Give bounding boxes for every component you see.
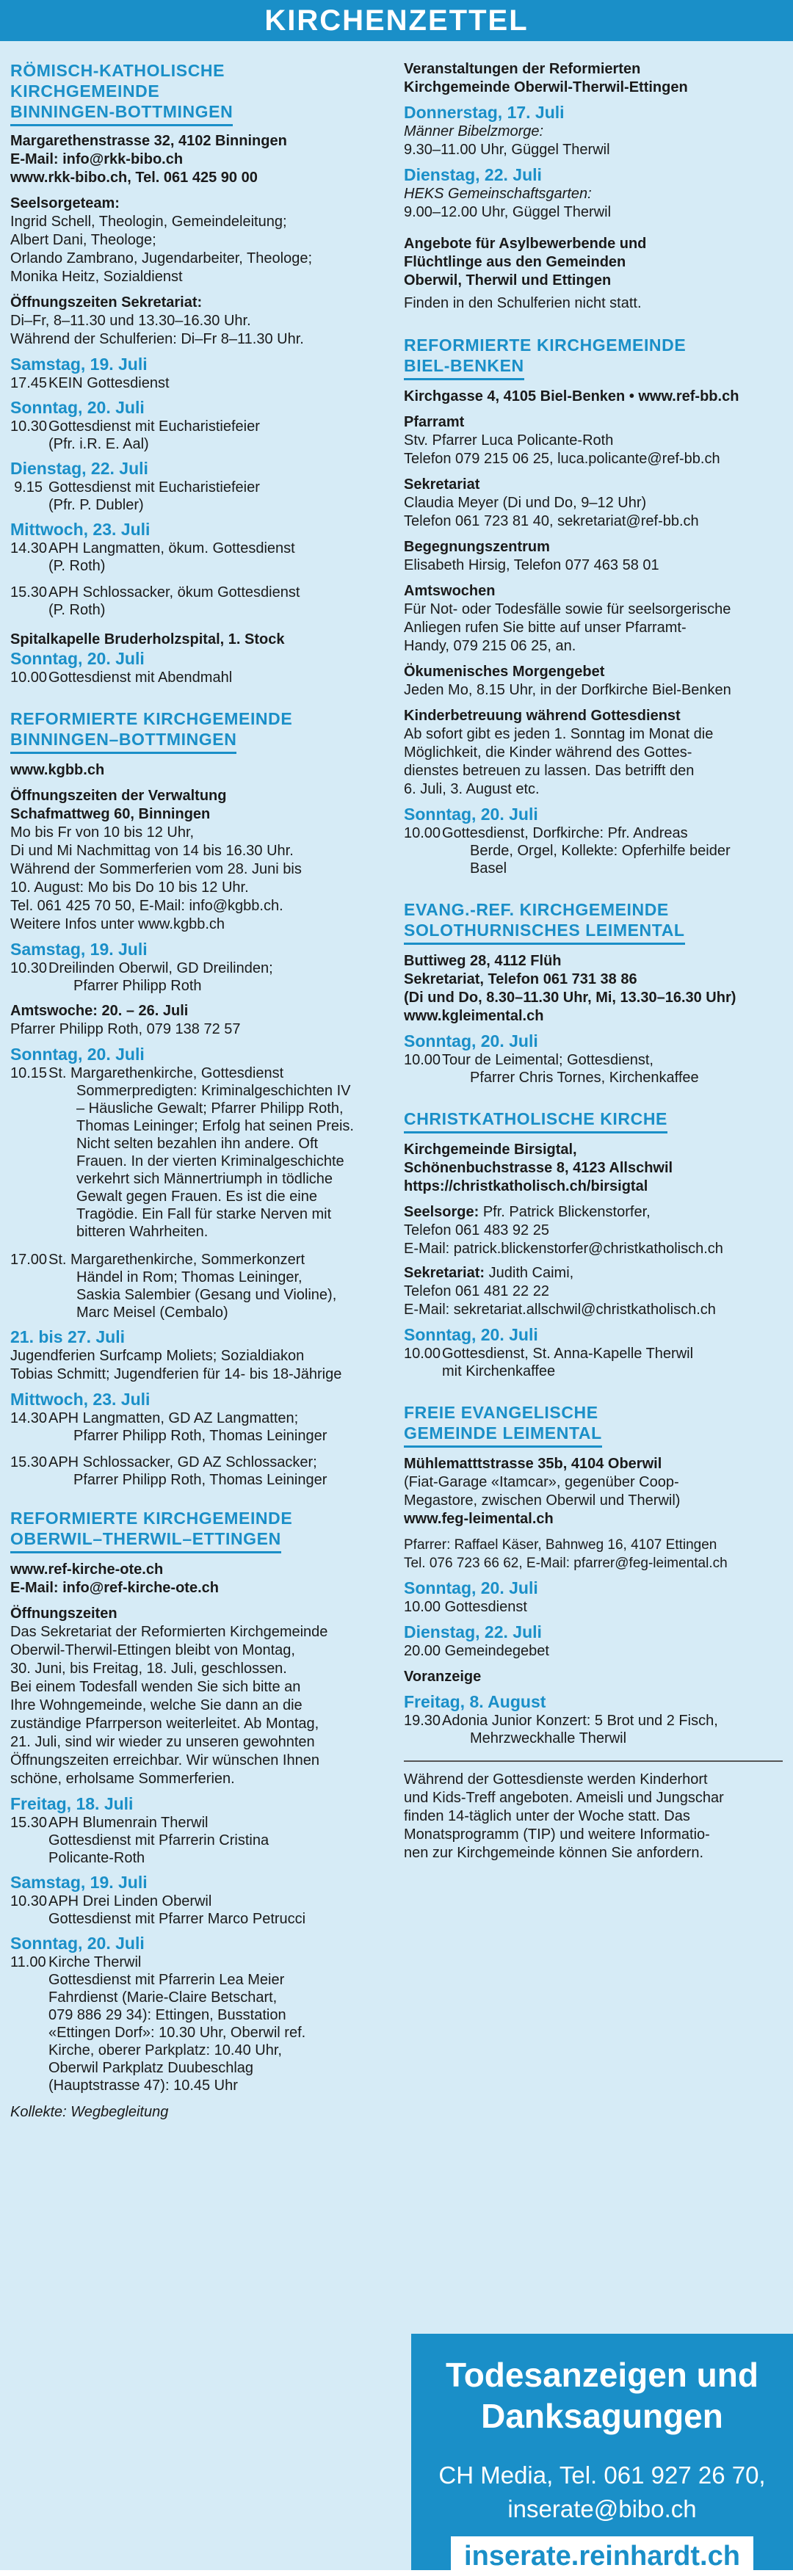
day-heading: Freitag, 18. Juli: [10, 1794, 134, 1813]
ver-thu-text: 9.30–11.00 Uhr, Güggel Therwil: [404, 142, 610, 158]
columns: [0, 41, 793, 2570]
refbb-web: www.kgbb.ch: [10, 762, 105, 778]
feg-web: www.feg-leimental.ch: [404, 1511, 554, 1527]
refbb-admin-label: Öffnungszeiten der Verwaltung Schafmattweg 60, Binningen: [10, 788, 227, 822]
bb-beg-label: Begegnungszentrum: [404, 539, 550, 555]
bb-oek-label: Ökumenisches Morgengebet: [404, 664, 605, 680]
bb-oek: Jeden Mo, 8.15 Uhr, in der Dorfkirche Biel-Benken: [404, 682, 731, 698]
section-title-refbb: REFORMIERTE KIRCHGEMEINDE BINNINGEN–BOTTMINGEN: [10, 708, 372, 754]
event-row: 10.00 Gottesdienst, St. Anna-Kapelle Therwil mit Kirchenkaffee: [404, 1346, 694, 1379]
refbb-amt: Pfarrer Philipp Roth, 079 138 72 57: [10, 1021, 241, 1037]
day-heading: Dienstag, 22. Juli: [404, 1622, 542, 1641]
bb-beg: Elisabeth Hirsig, Telefon 077 463 58 01: [404, 557, 659, 573]
page-title: KIRCHENZETTEL: [0, 0, 793, 41]
event-row: 10.00 Gottesdienst mit Abendmahl: [10, 670, 233, 686]
left-column: [0, 41, 382, 2570]
bb-amt-label: Amtswochen: [404, 583, 496, 599]
ck-sek: Sekretariat: Judith Caimi, Telefon 061 481 22 22 E-Mail: sekretariat.allschwil@christkatholisch.ch: [404, 1265, 716, 1318]
sol-address: Buttiweg 28, 4112 Flüh Sekretariat, Telefon 061 731 38 86 (Di und Do, 8.30–11.30 Uhr, Mi, 13.30–16.30 Uhr) www.kgleimental.ch: [404, 953, 736, 1024]
event-row: 10.00 Gottesdienst, Dorfkirche: Pfr. Andreas Berde, Orgel, Kollekte: Opferhilfe beider Basel: [404, 825, 731, 877]
ad-title: Todesanzeigen und Danksagungen: [446, 2356, 758, 2435]
day-heading: Sonntag, 20. Juli: [10, 398, 145, 417]
day-heading: Dienstag, 22. Juli: [10, 459, 148, 478]
rk-spital-label: Spitalkapelle Bruderholzspital, 1. Stock: [10, 631, 285, 647]
bb-kind-label: Kinderbetreuung während Gottesdienst: [404, 708, 681, 724]
refbb-range-text: Jugendferien Surfcamp Moliets; Sozialdiakon Tobias Schmitt; Jugendferien für 14- bis 18-Jährige: [10, 1348, 342, 1382]
day-heading: Sonntag, 20. Juli: [10, 1045, 145, 1064]
feg-address-bold: Mühlematttstrasse 35b, 4104 Oberwil: [404, 1456, 662, 1472]
ver-tue-text: 9.00–12.00 Uhr, Güggel Therwil: [404, 204, 612, 220]
event-row: 9.15 Gottesdienst mit Eucharistiefeier (Pfr. P. Dubler): [14, 479, 260, 513]
day-heading: Dienstag, 22. Juli: [404, 165, 542, 184]
event-row: 10.30 APH Drei Linden Oberwil Gottesdienst mit Pfarrer Marco Petrucci: [10, 1893, 306, 1927]
ver-tue-sub: HEKS Gemeinschaftsgarten:: [404, 186, 592, 202]
event-row: 11.00 Kirche Therwil Gottesdienst mit Pfarrerin Lea Meier Fahrdienst (Marie-Claire Betschart, 079 886 29 34): Ettingen, Busstation «Ettingen Dorf»: 10.30 Uhr, Oberwil ref. Kirche, oberer Parkplatz: 10.40 Uhr, Oberwil Parkplatz Duubeschlag (Hauptstrasse 47): 10.45 Uhr: [10, 1954, 306, 2094]
event-row: 17.45 KEIN Gottesdienst: [10, 375, 170, 391]
feg-tue-text: 20.00 Gemeindegebet: [404, 1643, 549, 1659]
day-heading: Mittwoch, 23. Juli: [10, 1390, 151, 1409]
section-title-sol: EVANG.-REF. KIRCHGEMEINDE SOLOTHURNISCHES LEIMENTAL: [404, 899, 783, 945]
day-heading: Sonntag, 20. Juli: [10, 1934, 145, 1953]
day-heading: Sonntag, 20. Juli: [404, 1578, 538, 1597]
event-row: 10.30 Dreilinden Oberwil, GD Dreilinden; Pfarrer Philipp Roth: [10, 960, 273, 994]
ote-hours-label: Öffnungszeiten: [10, 1606, 117, 1622]
section-title-ote: REFORMIERTE KIRCHGEMEINDE OBERWIL–THERWIL–ETTINGEN: [10, 1508, 372, 1553]
day-heading: Freitag, 8. August: [404, 1692, 546, 1711]
refbb-amt-label: Amtswoche: 20. – 26. Juli: [10, 1003, 189, 1019]
event-row: 10.30 Gottesdienst mit Eucharistiefeier (Pfr. i.R. E. Aal): [10, 418, 260, 452]
event-row: 14.30 APH Langmatten, ökum. Gottesdienst (P. Roth): [10, 540, 295, 574]
day-heading: Sonntag, 20. Juli: [404, 1325, 538, 1344]
event-row: 15.30 APH Schlossacker, GD AZ Schlossacker; Pfarrer Philipp Roth, Thomas Leininger: [10, 1454, 327, 1488]
bb-pfarr: Stv. Pfarrer Luca Policante-Roth Telefon 079 215 06 25, luca.policante@ref-bb.ch: [404, 432, 720, 467]
day-heading: Samstag, 19. Juli: [10, 1873, 148, 1892]
ver-asyl-text: Finden in den Schulferien nicht statt.: [404, 295, 642, 311]
divider: [404, 1760, 783, 1762]
event-row: 10.00 Tour de Leimental; Gottesdienst, Pfarrer Chris Tornes, Kirchenkaffee: [404, 1052, 699, 1086]
section-title-ck: CHRISTKATHOLISCHE KIRCHE: [404, 1109, 783, 1133]
ck-address: Kirchgemeinde Birsigtal, Schönenbuchstrasse 8, 4123 Allschwil https://christkatholisch.ch/birsigtal: [404, 1142, 673, 1194]
day-heading: Sonntag, 20. Juli: [10, 649, 145, 668]
section-title-rk: RÖMISCH-KATHOLISCHE KIRCHGEMEINDE BINNINGEN-BOTTMINGEN: [10, 60, 372, 126]
event-row: 15.30 APH Blumenrain Therwil Gottesdienst mit Pfarrerin Cristina Policante-Roth: [10, 1815, 269, 1866]
rk-team-label: Seelsorgeteam:: [10, 195, 120, 211]
day-heading: Samstag, 19. Juli: [10, 355, 148, 374]
bb-amt: Für Not- oder Todesfälle sowie für seelsorgerische Anliegen rufen Sie bitte auf unser Pfarramt- Handy, 079 215 06 25, an.: [404, 601, 731, 654]
feg-vor-label: Voranzeige: [404, 1669, 482, 1685]
ad-box: [411, 2334, 793, 2570]
section-title-feg: FREIE EVANGELISCHE GEMEINDE LEIMENTAL: [404, 1402, 783, 1448]
day-heading: Mittwoch, 23. Juli: [10, 520, 151, 539]
ote-hours: Das Sekretariat der Reformierten Kirchgemeinde Oberwil-Therwil-Ettingen bleibt von Montag, 30. Juni, bis Freitag, 18. Juli, geschlossen. Bei einem Todesfall wenden Sie sich bitte an Ihre Wohngemeinde, welche Sie dann an die zuständige Pfarrperson weiterleitet. Ab Montag, 21. Juli, sind wir wieder zu unseren gewohnten Öffnungszeiten erreichbar. Wir wünschen Ihnen schöne, erholsame Sommerferien.: [10, 1624, 328, 1787]
ote-address: www.ref-kirche-ote.ch E-Mail: info@ref-kirche-ote.ch: [10, 1561, 219, 1596]
ad-contact: CH Media, Tel. 061 927 26 70, inserate@bibo.ch: [438, 2461, 766, 2522]
ver-thu-sub: Männer Bibelzmorge:: [404, 123, 544, 139]
rk-hours: Di–Fr, 8–11.30 und 13.30–16.30 Uhr. Während der Schulferien: Di–Fr 8–11.30 Uhr.: [10, 313, 304, 347]
day-heading: Sonntag, 20. Juli: [404, 805, 538, 824]
day-heading: Donnerstag, 17. Juli: [404, 103, 565, 122]
day-heading: 21. bis 27. Juli: [10, 1327, 125, 1346]
ver-asyl-title: Angebote für Asylbewerbende und Flüchtlinge aus den Gemeinden Oberwil, Therwil und Ettingen: [404, 236, 647, 289]
ck-seel: Seelsorge: Pfr. Patrick Blickenstorfer, Telefon 061 483 92 25 E-Mail: patrick.blickenstorfer@christkatholisch.ch: [404, 1204, 723, 1257]
event-row: 15.30 APH Schlossacker, ökum Gottesdienst (P. Roth): [10, 584, 300, 618]
feg-note: Während der Gottesdienste werden Kinderhort und Kids-Treff angeboten. Ameisli und Jungschar finden 14-täglich unter der Woche statt. Das Monatsprogramm (TIP) und weitere Informatio- nen zur Kirchgemeinde können Sie anfordern.: [404, 1771, 724, 1861]
section-title-bb: REFORMIERTE KIRCHGEMEINDE BIEL-BENKEN: [404, 335, 783, 380]
event-row: 10.15 St. Margarethenkirche, Gottesdienst Sommerpredigten: Kriminalgeschichten IV – Häusliche Gewalt; Pfarrer Philipp Roth, Thomas Leininger; Erfolg hat seinen Preis. Nicht selten bezahlen ihn andere. Oft Frauen. In der vierten Kriminalgeschichte verkehrt sich Männertriumph in tödliche Gewalt gegen Frauen. Es ist die eine Tragödie. Ein Fall für starke Nerven mit bitteren Wahrheiten.: [10, 1065, 354, 1240]
event-row: 19.30 Adonia Junior Konzert: 5 Brot und 2 Fisch, Mehrzweckhalle Therwil: [404, 1713, 718, 1746]
ver-title: Veranstaltungen der Reformierten Kirchgemeinde Oberwil-Therwil-Ettingen: [404, 61, 688, 95]
refbb-admin: Mo bis Fr von 10 bis 12 Uhr, Di und Mi Nachmittag von 14 bis 16.30 Uhr. Während der Sommerferien vom 28. Juni bis 10. August: Mo bis Do 10 bis 12 Uhr. Tel. 061 425 70 50, E-Mail: info@kgbb.ch. Weitere Infos unter www.kgbb.ch: [10, 824, 302, 932]
feg-sun-text: 10.00 Gottesdienst: [404, 1599, 527, 1615]
day-heading: Sonntag, 20. Juli: [404, 1031, 538, 1051]
right-column: [382, 41, 793, 2570]
rk-address: Margarethenstrasse 32, 4102 Binningen E-Mail: info@rkk-bibo.ch www.rkk-bibo.ch, Tel. 061 425 90 00: [10, 133, 287, 186]
bb-sek-label: Sekretariat: [404, 476, 480, 493]
day-heading: Samstag, 19. Juli: [10, 940, 148, 959]
bb-address: Kirchgasse 4, 4105 Biel-Benken • www.ref-bb.ch: [404, 388, 739, 404]
feg-address: (Fiat-Garage «Itamcar», gegenüber Coop- Megastore, zwischen Oberwil und Therwil): [404, 1474, 681, 1509]
rk-hours-label: Öffnungszeiten Sekretariat:: [10, 294, 203, 311]
rk-team: Ingrid Schell, Theologin, Gemeindeleitung; Albert Dani, Theologe; Orlando Zambrano, Jugendarbeiter, Theologe; Monika Heitz, Sozialdienst: [10, 214, 313, 285]
ote-footer: Kollekte: Wegbegleitung: [10, 2104, 169, 2120]
event-row: 17.00 St. Margarethenkirche, Sommerkonzert Händel in Rom; Thomas Leininger, Saskia Salembier (Gesang und Violine), Marc Meisel (Cembalo): [10, 1252, 337, 1321]
event-row: 14.30 APH Langmatten, GD AZ Langmatten; Pfarrer Philipp Roth, Thomas Leininger: [10, 1410, 327, 1444]
bb-sek: Claudia Meyer (Di und Do, 9–12 Uhr) Telefon 061 723 81 40, sekretariat@ref-bb.ch: [404, 495, 699, 529]
bb-pfarr-label: Pfarramt: [404, 414, 465, 430]
ad-web-link[interactable]: inserate.reinhardt.ch: [451, 2536, 753, 2576]
bb-kind: Ab sofort gibt es jeden 1. Sonntag im Monat die Möglichkeit, die Kinder während des Gottes- dienstes betreuen zu lassen. Das betrifft den 6. Juli, 3. August etc.: [404, 726, 714, 797]
feg-pfarr: Pfarrer: Raffael Käser, Bahnweg 16, 4107 Ettingen Tel. 076 723 66 62, E-Mail: pfarrer@feg-leimental.ch: [404, 1537, 728, 1571]
